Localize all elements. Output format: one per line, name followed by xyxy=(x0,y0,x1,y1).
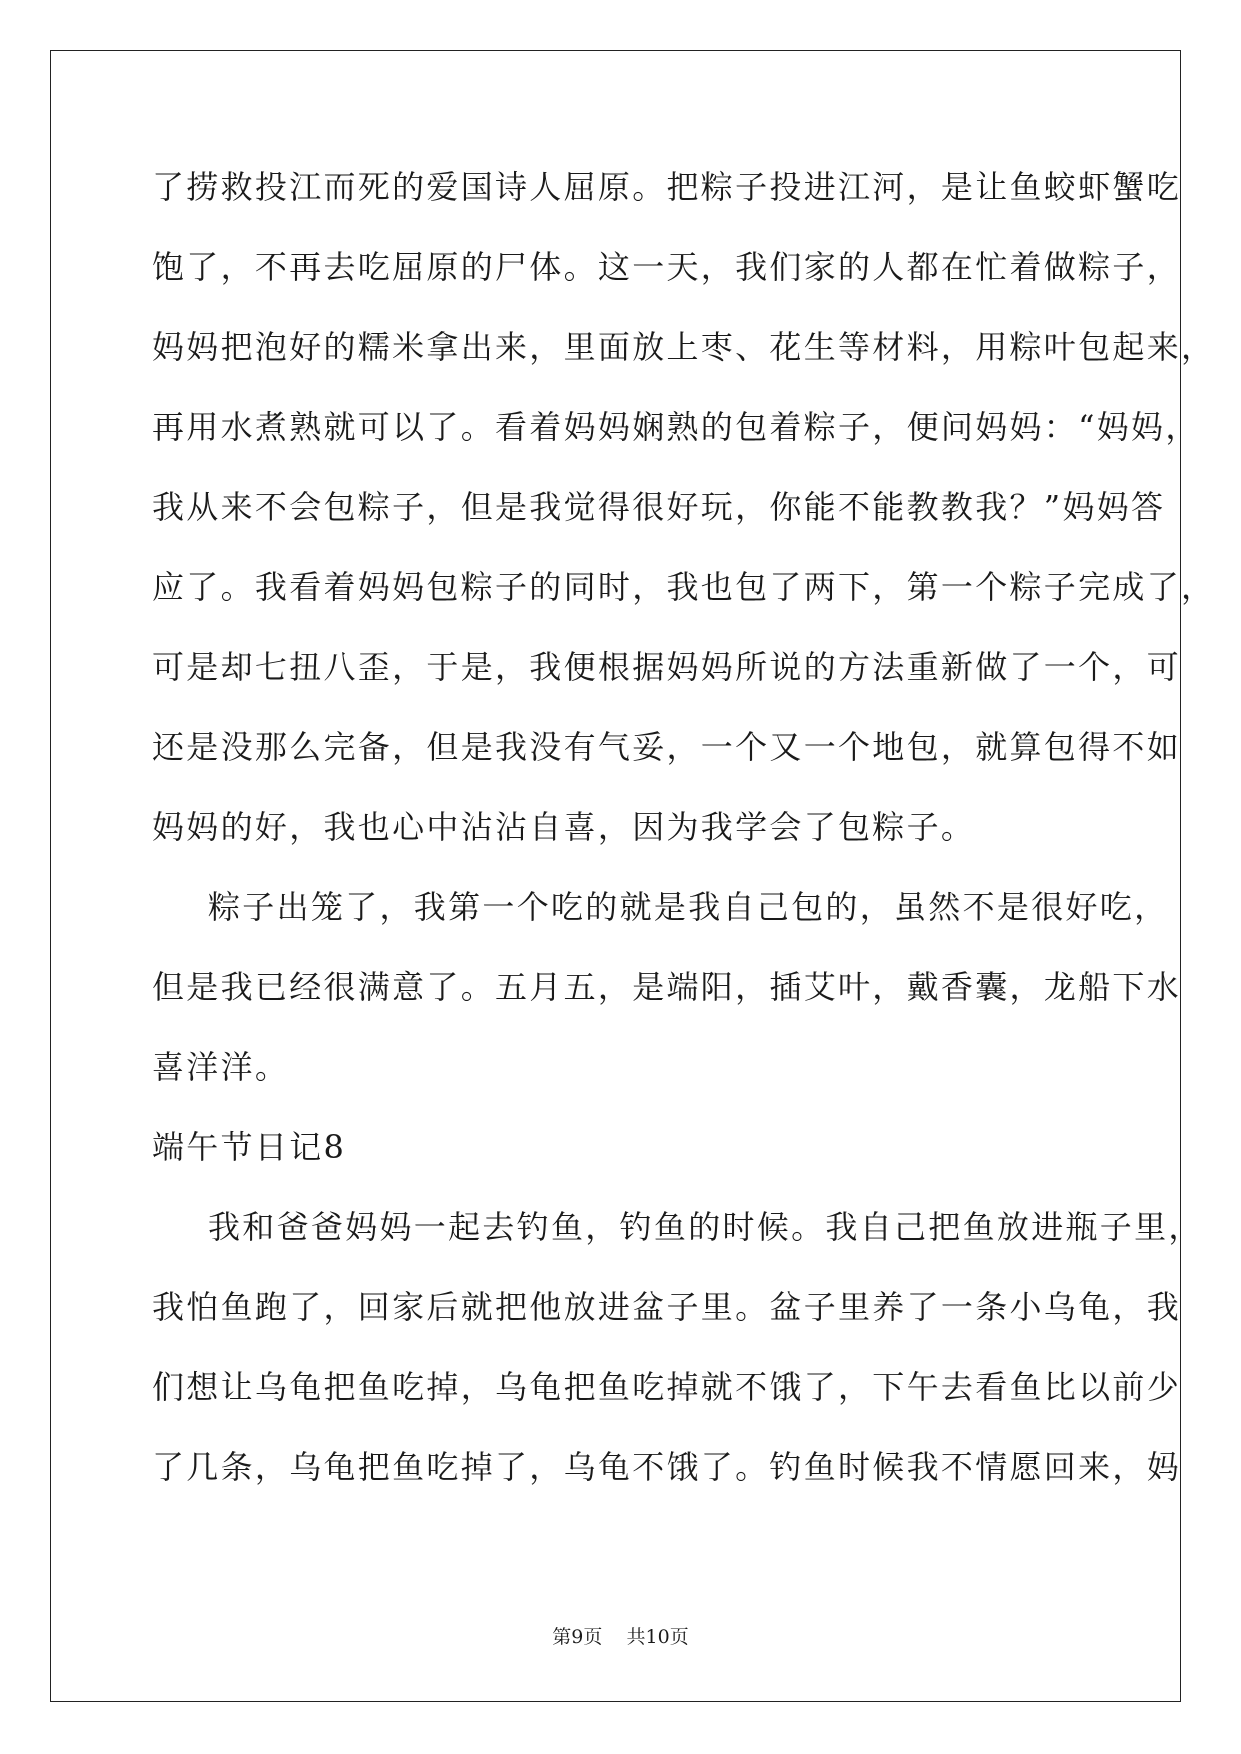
text-line: 妈妈把泡好的糯米拿出来，里面放上枣、花生等材料，用粽叶包起来， xyxy=(152,328,1216,366)
text-line: 再用水煮熟就可以了。看着妈妈娴熟的包着粽子，便问妈妈：“妈妈， xyxy=(152,408,1200,446)
text-line: 但是我已经很满意了。五月五，是端阳，插艾叶，戴香囊，龙船下水 xyxy=(152,968,1182,1006)
document-body xyxy=(152,160,1216,1520)
paragraph-start-line: 我和爸爸妈妈一起去钓鱼，钓鱼的时候。我自己把鱼放进瓶子里， xyxy=(208,1208,1203,1246)
section-heading: 端午节日记8 xyxy=(152,1128,347,1166)
text-line: 可是却七扭八歪，于是，我便根据妈妈所说的方法重新做了一个，可 xyxy=(152,648,1182,686)
page-number-footer: 第9页 共10页 xyxy=(552,1626,689,1648)
paragraph-start-line: 粽子出笼了，我第一个吃的就是我自己包的，虽然不是很好吃， xyxy=(208,888,1169,926)
text-line: 们想让乌龟把鱼吃掉，乌龟把鱼吃掉就不饿了，下午去看鱼比以前少 xyxy=(152,1368,1182,1406)
text-line: 应了。我看着妈妈包粽子的同时，我也包了两下，第一个粽子完成了， xyxy=(152,568,1216,606)
text-line: 我怕鱼跑了，回家后就把他放进盆子里。盆子里养了一条小乌龟，我 xyxy=(152,1288,1182,1326)
text-line: 妈妈的好，我也心中沾沾自喜，因为我学会了包粽子。 xyxy=(152,808,976,846)
text-line: 喜洋洋。 xyxy=(152,1048,290,1086)
text-line: 我从来不会包粽子，但是我觉得很好玩，你能不能教教我？”妈妈答 xyxy=(152,488,1166,526)
text-line: 饱了，不再去吃屈原的尸体。这一天，我们家的人都在忙着做粽子， xyxy=(152,248,1182,286)
text-line: 了捞救投江而死的爱国诗人屈原。把粽子投进江河，是让鱼蛟虾蟹吃 xyxy=(152,168,1182,206)
text-line: 还是没那么完备，但是我没有气妥，一个又一个地包，就算包得不如 xyxy=(152,728,1182,766)
text-line: 了几条，乌龟把鱼吃掉了，乌龟不饿了。钓鱼时候我不情愿回来，妈 xyxy=(152,1448,1182,1486)
